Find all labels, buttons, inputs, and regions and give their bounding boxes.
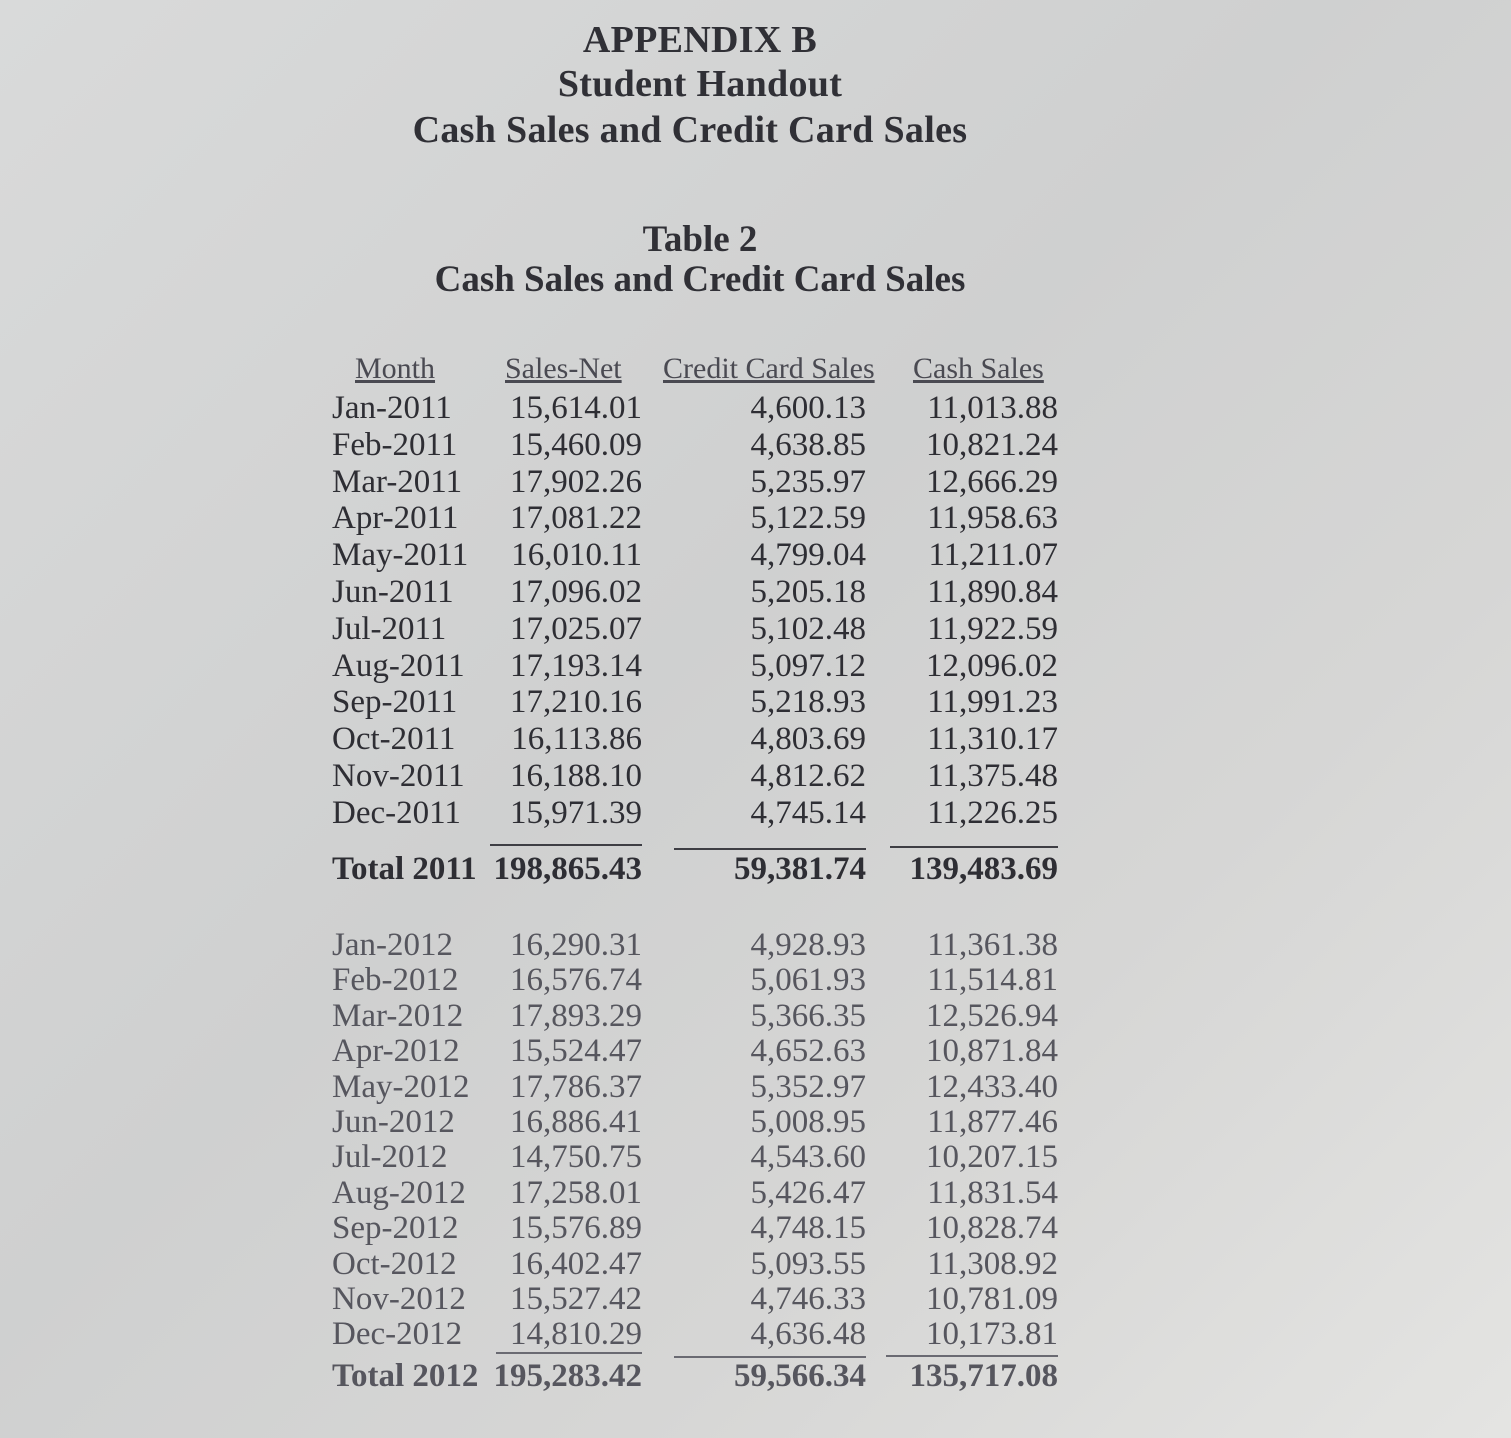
credit-card-sales-cell: 4,746.33 [750,1281,866,1317]
month-cell: Jul-2012 [332,1139,448,1175]
credit-card-sales-cell: 5,352.97 [750,1069,866,1105]
cash-sales-cell: 11,890.84 [927,574,1058,610]
month-cell: Jun-2012 [332,1104,455,1140]
month-cell: Dec-2011 [332,795,461,831]
credit-card-sales-cell: 4,636.48 [750,1316,866,1352]
column-header-month: Month [355,352,436,385]
credit-card-sales-cell: 5,061.93 [750,962,866,998]
sales-net-cell: 16,113.86 [511,721,642,757]
month-cell: Nov-2011 [332,758,465,794]
credit-card-sales-cell: 5,097.12 [750,648,866,684]
sales-net-cell: 16,402.47 [510,1246,642,1282]
total-underline [496,1352,642,1354]
cash-sales-cell: 11,831.54 [927,1175,1058,1211]
credit-card-sales-cell: 4,748.15 [750,1210,866,1246]
cash-sales-cell: 10,173.81 [926,1316,1058,1352]
month-cell: Sep-2011 [332,684,458,720]
month-cell: Feb-2011 [332,427,458,463]
credit-card-sales-cell: 5,235.97 [750,464,866,500]
credit-card-sales-cell: 4,799.04 [750,537,866,573]
cash-sales-cell: 12,666.29 [926,464,1058,500]
credit-card-sales-cell: 4,600.13 [750,390,866,426]
cash-sales-cell: 12,526.94 [926,998,1058,1034]
cash-sales-cell: 11,310.17 [927,721,1058,757]
credit-card-sales-cell: 5,093.55 [750,1246,866,1282]
month-cell: Aug-2011 [332,648,465,684]
sales-net-cell: 16,290.31 [510,927,642,963]
sales-net-cell: 17,786.37 [510,1069,642,1105]
sales-net-cell: 17,081.22 [510,500,642,536]
credit-card-sales-cell: 5,102.48 [750,611,866,647]
credit-card-sales-cell: 4,543.60 [750,1139,866,1175]
cash-sales-cell: 11,211.07 [928,537,1058,573]
month-cell: Apr-2011 [332,500,459,536]
handout-heading: Student Handout [557,63,843,105]
credit-card-sales-cell: 5,218.93 [750,684,866,720]
cash-sales-cell: 11,375.48 [927,758,1058,794]
cash-sales-cell: 10,207.15 [926,1139,1058,1175]
sales-net-cell: 17,025.07 [510,611,642,647]
credit-card-sales-cell: 59,566.34 [734,1358,866,1394]
column-header-cash-sales: Cash Sales [913,352,1044,385]
credit-card-sales-cell: 4,638.85 [750,427,866,463]
sales-net-cell: 16,188.10 [510,758,642,794]
sales-net-cell: 15,614.01 [510,390,642,426]
sales-net-cell: 15,527.42 [510,1281,642,1317]
month-cell: Jul-2011 [332,611,447,647]
cash-sales-cell: 11,991.23 [927,684,1058,720]
credit-card-sales-cell: 5,122.59 [750,500,866,536]
month-cell: Mar-2011 [332,464,463,500]
sales-net-cell: 15,576.89 [510,1210,642,1246]
sales-net-cell: 14,810.29 [510,1316,642,1352]
credit-card-sales-cell: 4,745.14 [750,795,866,831]
credit-card-sales-cell: 4,803.69 [750,721,866,757]
appendix-heading: APPENDIX B [582,19,818,61]
table-subtitle: Cash Sales and Credit Card Sales [434,259,966,300]
credit-card-sales-cell: 5,366.35 [750,998,866,1034]
month-cell: Apr-2012 [332,1033,460,1069]
credit-card-sales-cell: 5,426.47 [750,1175,866,1211]
month-cell: Total 2012 [332,1358,479,1394]
sales-net-cell: 14,750.75 [510,1139,642,1175]
sales-net-cell: 17,193.14 [510,648,642,684]
cash-sales-cell: 11,922.59 [927,611,1058,647]
sales-net-cell: 15,971.39 [510,795,642,831]
month-cell: Dec-2012 [332,1316,463,1352]
sales-net-cell: 15,524.47 [510,1033,642,1069]
month-cell: May-2011 [332,537,469,573]
month-cell: Jan-2012 [332,927,453,963]
cash-sales-cell: 12,433.40 [926,1069,1058,1105]
credit-card-sales-cell: 4,652.63 [750,1033,866,1069]
credit-card-sales-cell: 5,008.95 [750,1104,866,1140]
month-cell: Jan-2011 [332,390,452,426]
month-cell: Sep-2012 [332,1210,459,1246]
month-cell: Total 2011 [332,851,477,887]
sales-net-cell: 15,460.09 [510,427,642,463]
column-header-sales-net: Sales-Net [505,352,622,385]
credit-card-sales-cell: 4,928.93 [750,927,866,963]
cash-sales-cell: 11,958.63 [927,500,1058,536]
cash-sales-cell: 11,877.46 [927,1104,1058,1140]
sales-net-cell: 17,210.16 [510,684,642,720]
cash-sales-cell: 11,361.38 [927,927,1058,963]
sales-net-cell: 198,865.43 [493,851,642,887]
cash-sales-cell: 11,226.25 [927,795,1058,831]
column-header-credit-card-sales: Credit Card Sales [663,352,875,385]
cash-sales-cell: 10,821.24 [926,427,1058,463]
sales-net-cell: 16,576.74 [510,962,642,998]
month-cell: Nov-2012 [332,1281,466,1317]
cash-sales-cell: 11,514.81 [927,962,1058,998]
month-cell: Jun-2011 [332,574,454,610]
cash-sales-cell: 11,013.88 [927,390,1058,426]
month-cell: May-2012 [332,1069,470,1105]
sales-net-cell: 17,258.01 [510,1175,642,1211]
document-title: Cash Sales and Credit Card Sales [412,109,968,151]
sales-net-cell: 17,096.02 [510,574,642,610]
month-cell: Aug-2012 [332,1175,466,1211]
total-underline [490,844,642,846]
sales-net-cell: 195,283.42 [493,1358,642,1394]
sales-net-cell: 16,886.41 [510,1104,642,1140]
sales-net-cell: 16,010.11 [511,537,642,573]
cash-sales-cell: 10,781.09 [926,1281,1058,1317]
total-underline [674,848,866,850]
sales-net-cell: 17,902.26 [510,464,642,500]
month-cell: Oct-2011 [332,721,456,757]
credit-card-sales-cell: 5,205.18 [750,574,866,610]
month-cell: Feb-2012 [332,962,459,998]
cash-sales-cell: 139,483.69 [909,851,1058,887]
cash-sales-cell: 135,717.08 [909,1358,1058,1394]
month-cell: Oct-2012 [332,1246,457,1282]
cash-sales-cell: 12,096.02 [926,648,1058,684]
sales-net-cell: 17,893.29 [510,998,642,1034]
cash-sales-cell: 10,828.74 [926,1210,1058,1246]
table-number: Table 2 [642,219,758,260]
month-cell: Mar-2012 [332,998,464,1034]
credit-card-sales-cell: 4,812.62 [750,758,866,794]
cash-sales-cell: 10,871.84 [926,1033,1058,1069]
cash-sales-cell: 11,308.92 [927,1246,1058,1282]
total-underline [890,846,1058,848]
total-underline [886,1355,1058,1357]
credit-card-sales-cell: 59,381.74 [734,851,866,887]
